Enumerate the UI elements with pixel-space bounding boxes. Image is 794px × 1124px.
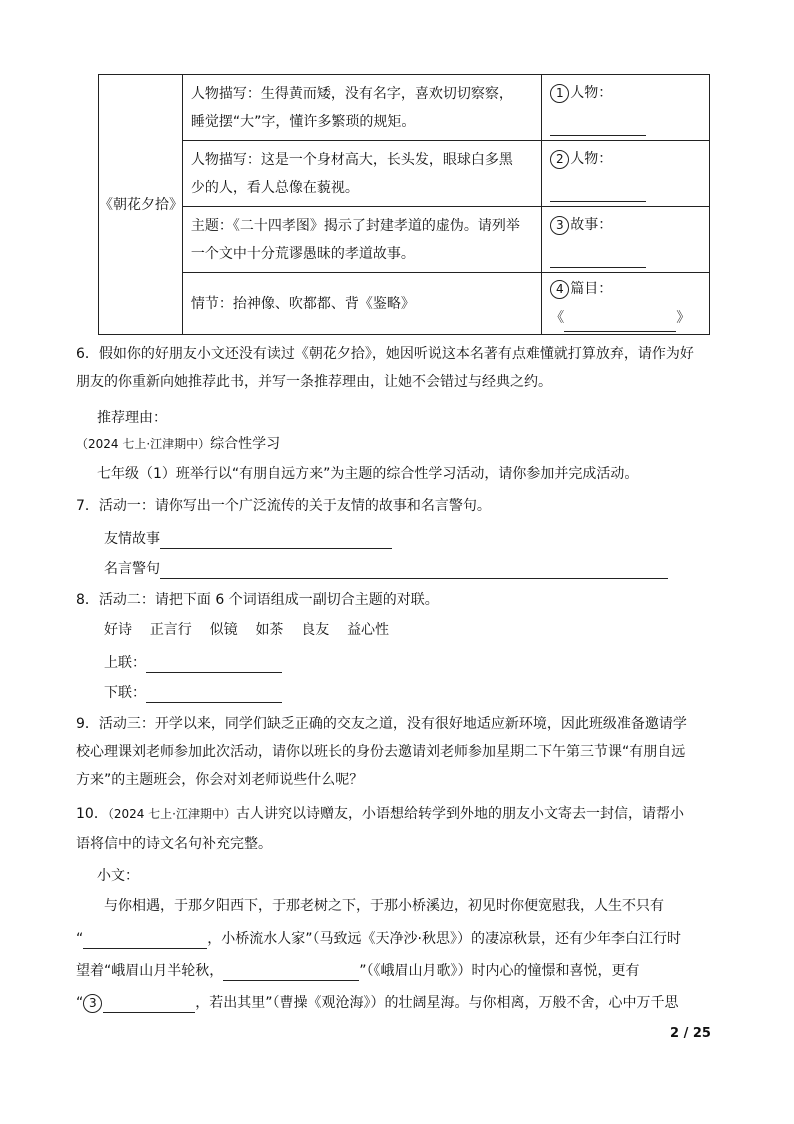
circled-number: 3 [83, 994, 102, 1013]
desc-line: 人物描写：这是一个身材高大，长头发，眼球白多黑 [190, 151, 513, 168]
desc-cell [182, 75, 541, 141]
answer-label: 人物： [570, 85, 613, 101]
quote-row [104, 558, 668, 579]
book-title-cell: 《朝花夕拾》 [99, 75, 183, 335]
word: 如茶 [255, 622, 284, 638]
quote-mark: “ [76, 995, 84, 1011]
question-number: 9． [76, 716, 99, 732]
letter-line [76, 992, 679, 1013]
desc-cell [182, 273, 541, 335]
section-title: 综合性学习 [210, 436, 281, 452]
word: 好诗 [104, 622, 132, 638]
question-text: 校心理课刘老师参加此次活动，请你以班长的身份去邀请刘老师参加星期二下午第三节课“有朋自远 [76, 744, 686, 760]
upper-label: 上联： [104, 655, 146, 671]
desc-cell [182, 207, 541, 273]
section-intro: 七年级（1）班举行以“有朋自远方来”为主题的综合性学习活动，请你参加并完成活动。 [97, 466, 639, 482]
poem-blank-3[interactable] [103, 992, 195, 1013]
story-blank[interactable] [160, 528, 392, 549]
story-label: 友情故事 [104, 531, 160, 547]
question-10 [76, 804, 684, 824]
open-bracket: 《 [550, 310, 565, 326]
question-number: 7． [76, 498, 99, 514]
letter-line [76, 928, 681, 949]
quote-label: 名言警句 [104, 561, 160, 577]
section-header [76, 434, 280, 454]
quote-blank[interactable] [160, 558, 668, 579]
desc-cell [182, 141, 541, 207]
question-6 [76, 344, 694, 364]
question-text: 活动一：请你写出一个广泛流传的关于友情的故事和名言警句。 [98, 498, 491, 514]
table-row [99, 141, 710, 207]
desc-line: 少的人，看人总像在藐视。 [190, 179, 359, 196]
desc-line: 主题：《二十四孝图》揭示了封建孝道的虚伪。请列举 [190, 217, 520, 234]
question-7 [76, 496, 491, 516]
letter-text: ”（《峨眉山月歌》）时内心的憧憬和喜悦，更有 [359, 963, 640, 979]
circled-number: 2 [550, 150, 569, 169]
word-list [104, 620, 389, 640]
source-tag: （2024 七上·江津期中） [107, 807, 236, 821]
answer-cell [542, 273, 710, 335]
story-row [104, 528, 392, 549]
word: 益心性 [347, 622, 390, 638]
table-row [99, 75, 710, 141]
word: 良友 [301, 622, 330, 638]
question-text: 朋友的你重新向她推荐此书，并写一条推荐理由，让她不会错过与经典之约。 [76, 374, 552, 390]
question-9 [76, 714, 687, 734]
question-8 [76, 590, 439, 610]
answer-blank[interactable] [550, 107, 646, 136]
answer-cell [542, 207, 710, 273]
word: 似镜 [209, 622, 238, 638]
letter-line [76, 960, 640, 981]
answer-blank[interactable] [550, 239, 646, 268]
letter-line: 与你相遇，于那夕阳西下，于那老树之下，于那小桥溪边，初见时你便宽慰我，人生不只有 [104, 898, 664, 914]
upper-blank[interactable] [146, 652, 282, 673]
lower-label: 下联： [104, 685, 146, 701]
close-bracket: 》 [676, 310, 691, 326]
question-number: 6． [76, 346, 99, 362]
question-text: 假如你的好朋友小文还没有读过《朝花夕拾》，她因听说这本名著有点难懂就打算放弃，请作为好 [98, 346, 694, 362]
poem-blank-1[interactable] [83, 928, 207, 949]
source-tag: （2024 七上·江津期中） [76, 437, 211, 451]
desc-line: 睡觉摆“大”字，懂许多繁琐的规矩。 [190, 113, 416, 130]
circled-number: 3 [550, 216, 569, 235]
lower-couplet-row [104, 682, 282, 703]
reading-table [98, 74, 710, 335]
table-row [99, 207, 710, 273]
answer-cell [542, 141, 710, 207]
circled-number: 1 [550, 84, 569, 103]
desc-line: 一个文中十分荒谬愚昧的孝道故事。 [190, 245, 415, 262]
letter-salutation: 小文： [97, 868, 139, 884]
question-number: 8． [76, 592, 99, 608]
table-row [99, 273, 710, 335]
letter-text: ，若出其里”（曹操《观沧海》）的壮阔星海。与你相离，万般不舍，心中万千思 [195, 995, 679, 1011]
word: 正言行 [149, 622, 192, 638]
answer-blank[interactable] [564, 303, 676, 332]
upper-couplet-row [104, 652, 282, 673]
answer-blank[interactable] [550, 173, 646, 202]
poem-blank-2[interactable] [223, 960, 359, 981]
page-number: 2 / 25 [670, 1026, 711, 1041]
circled-number: 4 [550, 280, 569, 299]
lower-blank[interactable] [146, 682, 282, 703]
answer-label: 推荐理由： [97, 410, 167, 426]
answer-cell [542, 75, 710, 141]
question-number: 10． [76, 806, 108, 822]
letter-text: ，小桥流水人家”（马致远《天净沙·秋思》）的凄凉秋景，还有少年李白江行时 [207, 931, 681, 947]
question-text: 活动三：开学以来，同学们缺乏正确的交友之道，没有很好地适应新环境，因此班级准备邀请学 [98, 716, 687, 732]
answer-label: 人物： [570, 151, 613, 167]
question-text: 语将信中的诗文名句补充完整。 [76, 836, 272, 852]
question-text: 活动二：请把下面 6 个词语组成一副切合主题的对联。 [98, 592, 439, 608]
letter-text: 望着“峨眉山月半轮秋， [76, 963, 224, 979]
answer-label: 篇目： [570, 281, 613, 297]
quote-mark: “ [76, 931, 84, 947]
desc-line: 人物描写：生得黄而矮，没有名字，喜欢切切察察， [190, 85, 513, 102]
question-text: 方来”的主题班会，你会对刘老师说些什么呢？ [76, 772, 364, 788]
answer-label: 故事： [570, 217, 613, 233]
desc-line: 情节：抬神像、吹都都、背《鉴略》 [190, 295, 415, 312]
question-text: 古人讲究以诗赠友，小语想给转学到外地的朋友小文寄去一封信，请帮小 [236, 806, 684, 822]
